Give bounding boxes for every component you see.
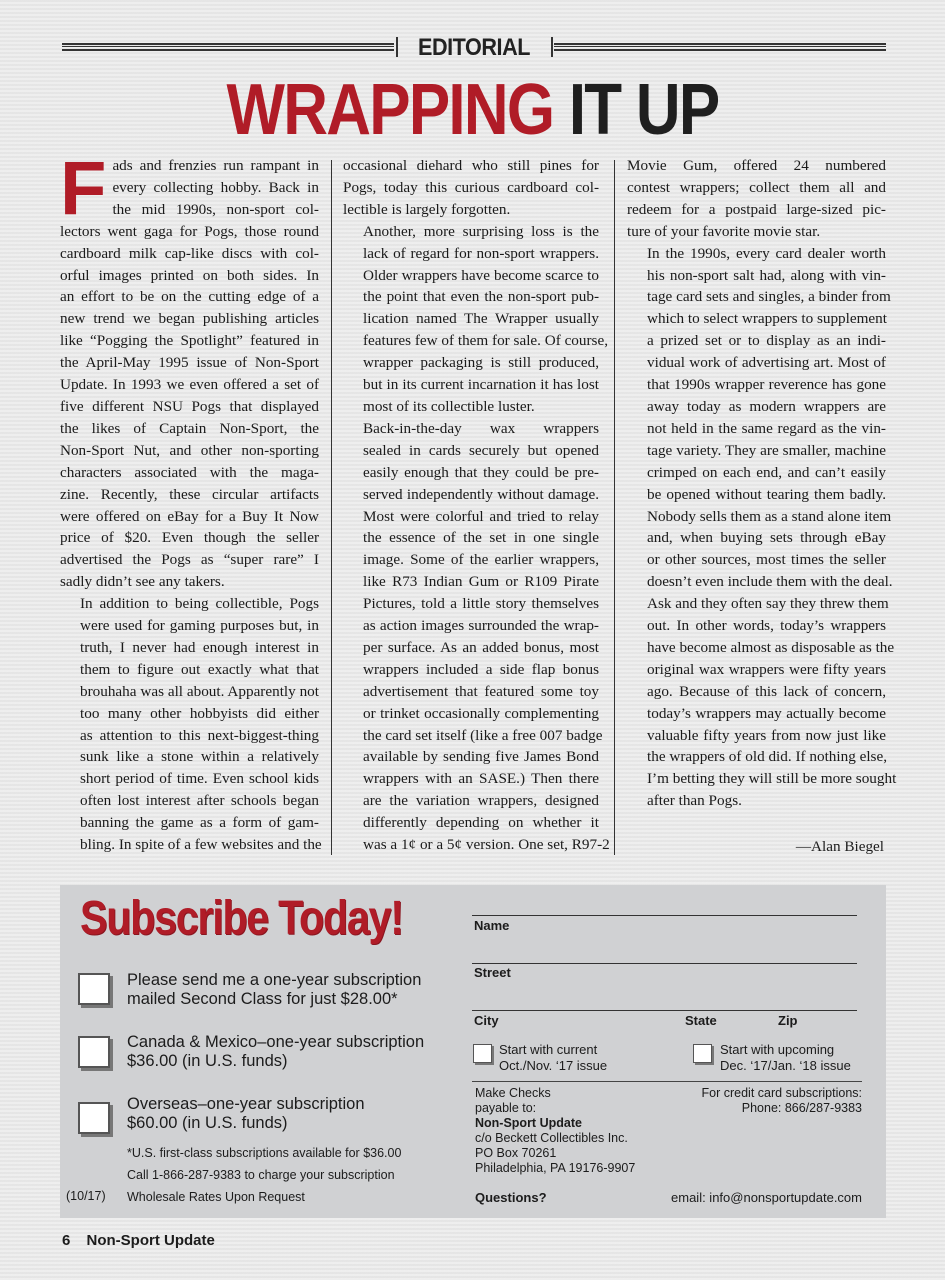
text-line: advertised the Pogs as “super rare” I [60,551,319,569]
text-line: away today as modern wrappers are [647,397,886,415]
first-class-note: *U.S. first-class subscriptions available for $36.00 [127,1146,402,1160]
text-line: Older wrappers have become scarce to [363,266,599,284]
text-line: be opened without tearing them badly. [647,485,886,503]
text-line: lication named The Wrapper usually [363,310,599,328]
text-line: truth, I never had enough interest in [80,638,319,656]
text-line: crimped on each end, and can’t easily [647,463,886,481]
credit-line: Phone: 866/287-9383 [741,1101,862,1115]
questions-label: Questions? [475,1190,547,1205]
check-line: c/o Beckett Collectibles Inc. [475,1131,628,1145]
text-line: doesn’t even include them with the deal. [647,573,893,591]
text-line: sealed in cards securely but opened [363,441,599,459]
state-label: State [685,1013,717,1028]
start-upcoming-line: Start with upcoming [720,1042,835,1057]
paragraph [627,155,886,243]
text-line: too many other hobbyists did either [80,704,319,722]
text-line: often lost interest after schools began [80,792,319,810]
text-line: new trend we began publishing articles [60,310,319,328]
text-line: after than Pogs. [647,792,742,810]
paragraph [60,146,319,593]
text-line: like R73 Indian Gum or R109 Pirate [363,573,599,591]
street-field[interactable] [472,963,857,964]
article-column-3 [627,155,897,812]
start-upcoming-label [720,1042,851,1074]
text-line: Movie Gum, offered 24 numbered [627,157,886,174]
option-label: $60.00 (in U.S. funds) [127,1114,288,1132]
text-line: out. In other words, today’s wrappers [647,617,886,635]
text-line: advertisement that featured some toy [363,682,599,700]
text-line: redeem for a postpaid large-sized pic- [627,200,886,218]
text-line: valuable fifty years from now just like [647,726,886,744]
text-line: and, when buying sets through eBay [647,529,886,547]
text-line: or other sources, most times the seller [647,551,886,569]
start-current-line: Oct./Nov. ‘17 issue [499,1058,608,1073]
text-line: contest wrappers; collect them all and [627,178,886,196]
paragraph [60,593,322,856]
text-line: are the variation wrappers, designed [363,792,599,810]
text-line: them to figure out exactly what that [80,660,319,678]
text-line: most of its collectible luster. [363,397,535,415]
text-line: Pictures, told a little story themselves [363,595,599,613]
text-line: as attention to this next-biggest-thing [80,726,319,744]
check-line: Make Checks [475,1086,551,1100]
text-line: were used for gaming purposes but, in [80,617,319,635]
author-signature: —Alan Biegel [795,838,884,855]
text-line: lectible is largely forgotten. [343,200,511,218]
form-code: (10/17) [66,1189,106,1203]
check-line: Philadelphia, PA 19176-9907 [475,1161,636,1175]
text-line: banning the game as a form of gam- [80,814,319,832]
text-line: differently depending on whether it [363,814,599,832]
form-divider [472,1081,862,1082]
article-title [66,70,879,150]
text-line: image. Some of the earlier wrappers, [363,551,599,569]
text-line: ads and frenzies run rampant in [112,157,319,174]
text-line: as action images surrounded the wrap- [363,617,599,635]
text-line: occasional diehard who still pines for [343,157,599,174]
header-rule-left [62,43,394,51]
text-line: wrappers with an SASE.) Then there [363,770,599,788]
text-line: wrapper packaging is still produced, [363,354,599,372]
text-line: the April-May 1995 issue of Non-Sport [60,354,319,372]
check-payable-info [475,1086,635,1176]
text-line: that 1990s wrapper reverence has gone [647,376,886,394]
option-label: Overseas–one-year subscription [127,1095,365,1113]
paragraph [343,155,599,221]
header-rule-right [554,43,886,51]
text-line: easily enough that they could be pre- [363,463,599,481]
text-line: his non-sport salt had, along with vin- [647,266,886,284]
name-label: Name [474,918,510,933]
text-line: tage card sets and singles, a binder from [647,288,891,306]
text-line: Another, more surprising loss is the [363,222,599,240]
text-line: Pogs, today this curious cardboard col- [343,178,599,196]
text-line: I’m betting they will still be more sought [647,770,897,788]
option-label: $36.00 (in U.S. funds) [127,1052,288,1070]
magazine-name: Non-Sport Update [86,1232,215,1249]
text-line: original wax wrappers were fifty years [647,660,886,678]
text-line: lectors went gaga for Pogs, those round [60,222,319,240]
column-divider [614,160,615,855]
text-line: the mid 1990s, non-sport col- [112,200,319,218]
text-line: Nobody sells them as a stand alone item [647,507,892,525]
title-dark-words: IT UP [568,70,719,150]
text-line: available by sending five James Bond [363,748,599,766]
start-current-label [499,1042,607,1074]
text-line: per surface. As an added bonus, most [363,638,599,656]
text-line: brouhaha was all about. Apparently not [80,682,319,700]
text-line: Most were colorful and tried to relay [363,507,599,525]
article-column-1 [60,146,322,856]
start-current-line: Start with current [499,1042,598,1057]
text-line: the point that even the non-sport pub- [363,288,599,306]
start-upcoming-line: Dec. ‘17/Jan. ‘18 issue [720,1058,851,1073]
text-line: In addition to being collectible, Pogs [80,595,319,613]
checkbox-overseas[interactable] [78,1102,110,1134]
text-line: Update. In 1993 we even offered a set of [60,376,319,394]
text-line: bling. In spite of a few websites and the [80,836,322,854]
credit-card-info [702,1086,862,1116]
text-line: cardboard milk cap-like discs with col- [60,244,319,262]
text-line: which to select wrappers to supplement [647,310,887,328]
section-header [62,33,886,63]
text-line: the essence of the set in one single [363,529,599,547]
name-field[interactable] [472,915,857,916]
text-line: sadly didn’t see any takers. [60,573,225,591]
text-line: Back-in-the-day wax wrappers [363,419,599,437]
option-label: Please send me a one-year subscription [127,971,422,989]
paragraph [627,243,897,813]
option-label: mailed Second Class for just $28.00* [127,990,398,1008]
text-line: vidual work of advertising art. Most of [647,354,886,372]
text-line: today’s wrappers may actually become [647,704,886,722]
article-column-2 [343,155,610,856]
page-number: 6 [62,1232,71,1249]
text-line: an effort to be on the cutting edge of a [60,288,319,306]
text-line: Non-Sport Nut, and other non-sporting [60,441,319,459]
header-tick-right [551,37,553,57]
text-line: the wrappers of old did. If nothing else, [647,748,887,766]
column-divider [331,160,332,855]
title-red-word: WRAPPING [226,70,554,150]
paragraph [343,221,609,418]
section-label: EDITORIAL [418,34,530,61]
start-upcoming-checkbox[interactable] [693,1044,712,1063]
page-footer [62,1232,215,1249]
text-line: or trinket occasionally complementing [363,704,599,722]
text-line: lack of regard for non-sport wrappers. [363,244,599,262]
text-line: In the 1990s, every card dealer worth [647,244,886,262]
text-line: short period of time. Even school kids [80,770,319,788]
text-line: zine. Recently, these circular artifacts [60,485,319,503]
check-line: payable to: [475,1101,537,1115]
subscribe-heading: Subscribe Today! [80,892,403,945]
text-line: the likes of Captain Non-Sport, the [60,419,319,437]
text-line: the card set itself (like a free 007 badge [363,726,603,744]
checkbox-us[interactable] [78,973,110,1005]
city-label: City [474,1013,499,1028]
paragraph [343,418,610,856]
wholesale-note: Wholesale Rates Upon Request [127,1190,305,1204]
text-line: have become almost as disposable as the [647,638,895,656]
text-line: like “Pogging the Spotlight” featured in [60,332,319,350]
text-line: was a 1¢ or a 5¢ version. One set, R97-2 [363,836,610,854]
text-line: tage variety. They are smaller, machine [647,441,886,459]
text-line: not held in the same regard as the vin- [647,419,886,437]
city-state-zip-field[interactable] [472,1010,857,1011]
text-line: five different NSU Pogs that displayed [60,397,319,415]
phone-note: Call 1-866-287-9383 to charge your subscription [127,1168,395,1182]
header-tick-left [396,37,398,57]
email-link[interactable]: email: info@nonsportupdate.com [671,1190,862,1205]
text-line: were offered on eBay for a Buy It Now [60,507,319,525]
text-line: characters associated with the maga- [60,463,319,481]
text-line: orful images printed on both sides. In [60,266,319,284]
credit-line: For credit card subscriptions: [701,1086,862,1100]
start-current-checkbox[interactable] [473,1044,492,1063]
option-label: Canada & Mexico–one-year subscription [127,1033,425,1051]
text-line: a prized set or to display as an indi- [647,332,886,350]
check-line: Non-Sport Update [475,1116,582,1130]
check-line: PO Box 70261 [475,1146,557,1160]
subscribe-form [60,885,886,1218]
zip-label: Zip [778,1013,798,1028]
text-line: wrappers included a side flap bonus [363,660,599,678]
checkbox-canada-mexico[interactable] [78,1036,110,1068]
text-line: sunk like a stone within a relatively [80,748,319,766]
text-line: every collecting hobby. Back in [112,178,319,196]
text-line: Ask and they often say they threw them [647,595,889,613]
text-line: but in its current incarnation it has lost [363,376,599,394]
text-line: features few of them for sale. Of course, [363,332,609,350]
text-line: ago. Because of this lack of concern, [647,682,886,700]
text-line: served independently without damage. [363,485,599,503]
text-line: ture of your favorite movie star. [627,222,821,240]
text-line: price of $20. Even though the seller [60,529,319,547]
street-label: Street [474,965,511,980]
drop-cap: F [60,146,107,231]
